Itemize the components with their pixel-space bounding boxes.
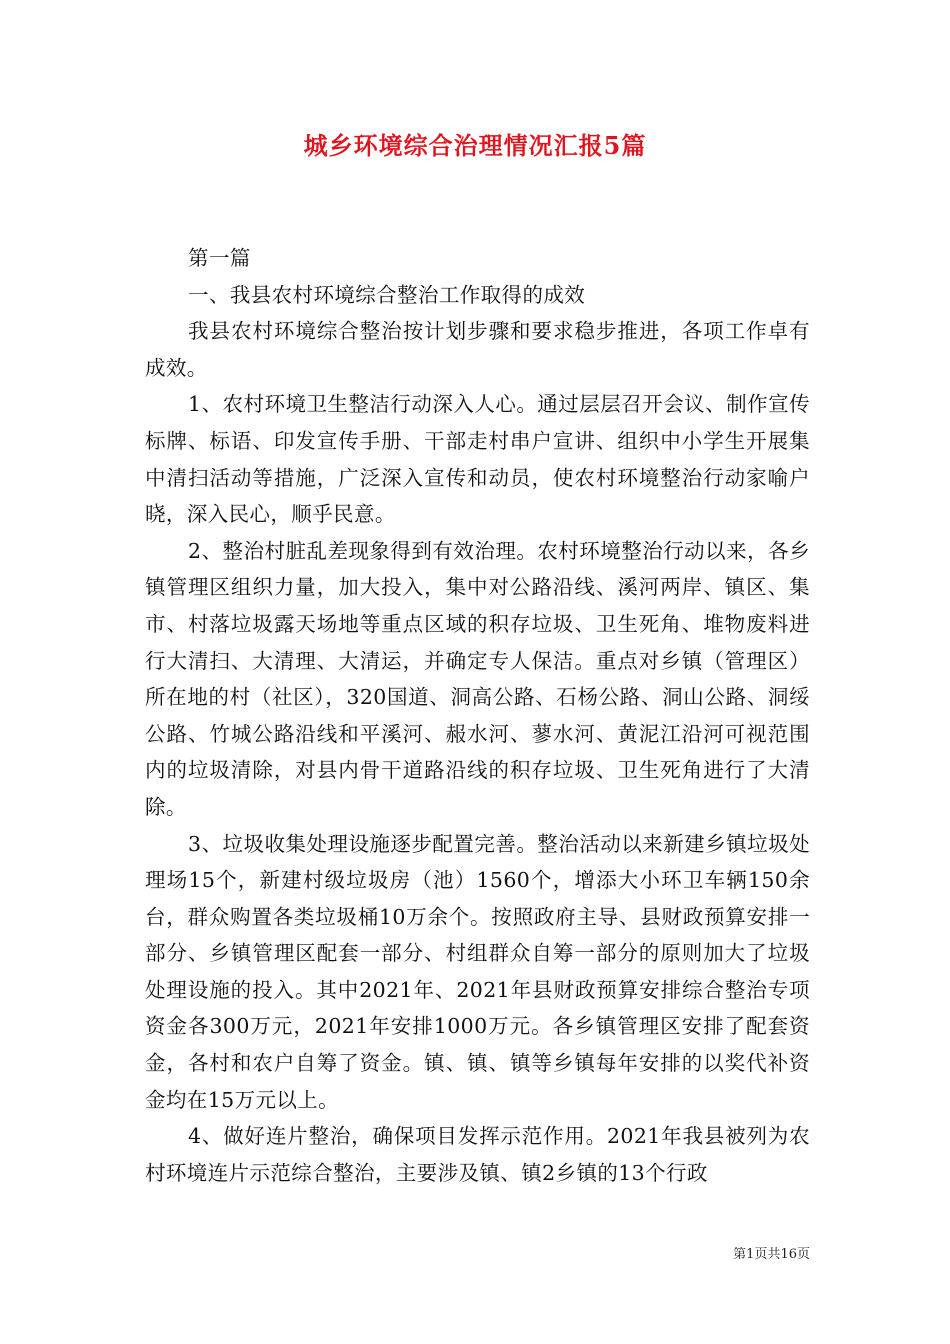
- paragraph: 4、做好连片整治，确保项目发挥示范作用。2021年我县被列为农村环境连片示范综合整治，主要涉及镇、镇2乡镇的13个行政: [145, 1124, 810, 1185]
- paragraph: 2、整治村脏乱差现象得到有效治理。农村环境整治行动以来，各乡镇管理区组织力量，加大投入，集中对公路沿线、溪河两岸、镇区、集市、村落垃圾露天场地等重点区域的积存垃圾、卫生死角、堆物废料进行大清扫、大清理、大清运，并确定专人保洁。重点对乡镇（管理区）所在地的村（社区），320国道、洞高公路、石杨公路、洞山公路、洞绥公路、竹城公路沿线和平溪河、赧水河、蓼水河、黄泥江沿河可视范围内的垃圾清除，对县内骨干道路沿线的积存垃圾、卫生死角进行了大清除。: [145, 538, 810, 819]
- paragraph: 我县农村环境综合整治按计划步骤和要求稳步推进，各项工作卓有成效。: [145, 319, 810, 380]
- page-number: 第1页共16页: [733, 1247, 810, 1262]
- document-title: 城乡环境综合治理情况汇报5篇: [303, 131, 647, 160]
- section-heading: 第一篇: [188, 246, 251, 270]
- document-body: [145, 240, 810, 1191]
- paragraph: 3、垃圾收集处理设施逐步配置完善。整治活动以来新建乡镇垃圾处理场15个，新建村级垃圾房（池）1560个，增添大小环卫车辆150余台，群众购置各类垃圾桶10万余个。按照政府主导、县财政预算安排一部分、乡镇管理区配套一部分、村组群众自筹一部分的原则加大了垃圾处理设施的投入。其中2021年、2021年县财政预算安排综合整治专项资金各300万元，2021年安排1000万元。各乡镇管理区安排了配套资金，各村和农户自筹了资金。镇、镇、镇等乡镇每年安排的以奖代补资金均在15万元以上。: [145, 831, 810, 1112]
- subsection-heading: 一、我县农村环境综合整治工作取得的成效: [188, 282, 586, 307]
- paragraph: 1、农村环境卫生整洁行动深入人心。通过层层召开会议、制作宣传标牌、标语、印发宣传手册、干部走村串户宣讲、组织中小学生开展集中清扫活动等措施，广泛深入宣传和动员，使农村环境整治行动家喻户晓，深入民心，顺乎民意。: [145, 392, 810, 527]
